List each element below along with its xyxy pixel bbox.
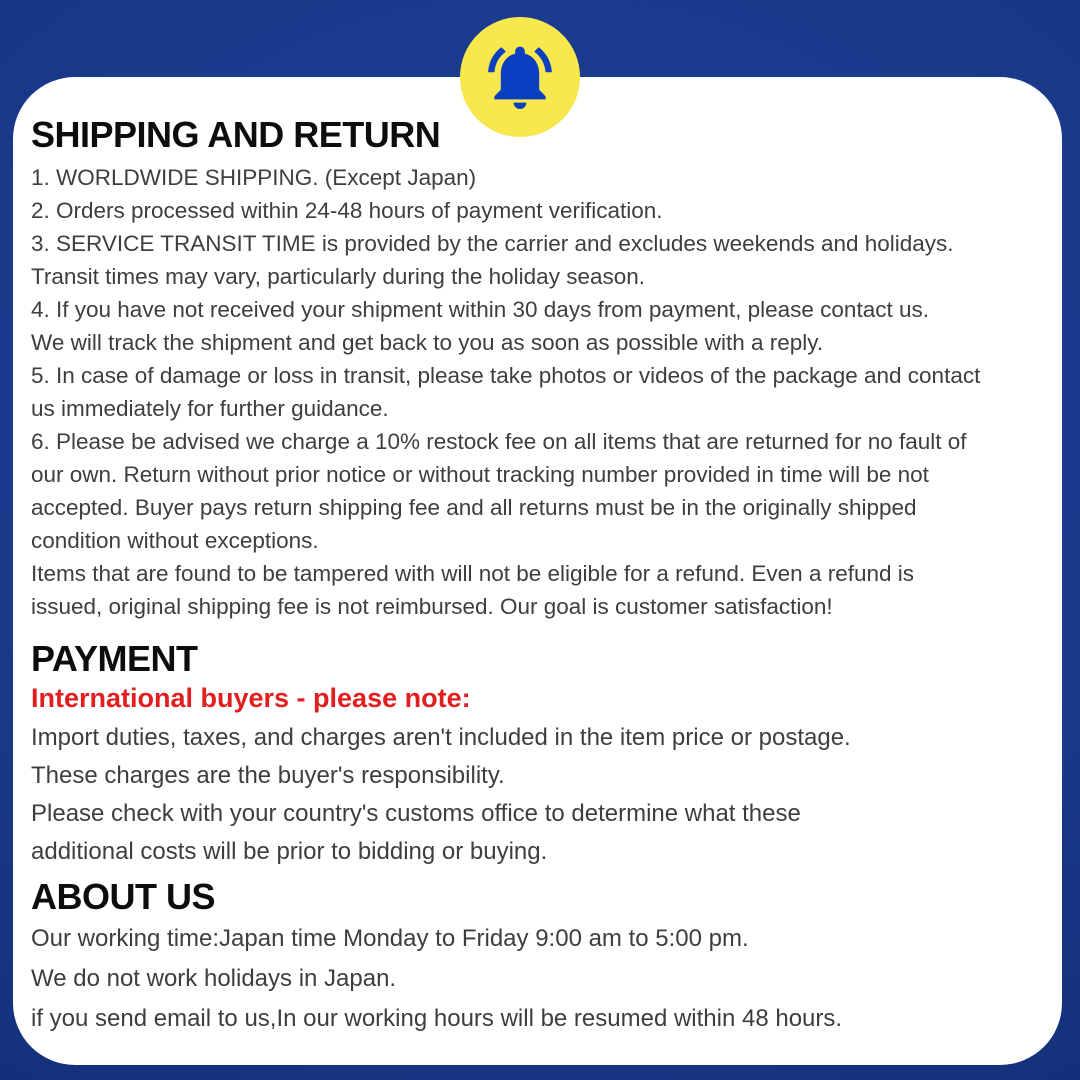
policy-card-content: [13, 77, 1062, 1065]
policy-line: condition without exceptions.: [31, 528, 319, 553]
section-about-us: [31, 877, 1050, 1039]
policy-line: accepted. Buyer pays return shipping fee and all returns must be in the originally shipped: [31, 495, 917, 520]
policy-line: us immediately for further guidance.: [31, 396, 389, 421]
payment-policy-text: [31, 719, 1050, 871]
policy-card: [13, 77, 1062, 1065]
international-buyers-note: International buyers - please note:: [31, 683, 471, 713]
policy-line: if you send email to us,In our working hours will be resumed within 48 hours.: [31, 1005, 843, 1032]
about-us-text: [31, 919, 1050, 1039]
policy-line: 5. In case of damage or loss in transit, please take photos or videos of the package and contact: [31, 363, 981, 388]
policy-line: We do not work holidays in Japan.: [31, 965, 397, 992]
about-section-title: ABOUT US: [31, 876, 215, 917]
policy-line: additional costs will be prior to bidding or buying.: [31, 838, 548, 865]
notification-badge: [460, 17, 580, 137]
policy-line: 3. SERVICE TRANSIT TIME is provided by the carrier and excludes weekends and holidays.: [31, 231, 954, 256]
policy-line: Transit times may vary, particularly during the holiday season.: [31, 264, 646, 289]
policy-line: We will track the shipment and get back to you as soon as possible with a reply.: [31, 330, 824, 355]
payment-section-title: PAYMENT: [31, 638, 198, 679]
policy-line: 1. WORLDWIDE SHIPPING. (Except Japan): [31, 165, 477, 190]
shipping-policy-text: [31, 161, 1050, 623]
policy-line: Items that are found to be tampered with will not be eligible for a refund. Even a refund is: [31, 561, 915, 586]
policy-line: issued, original shipping fee is not reimbursed. Our goal is customer satisfaction!: [31, 594, 833, 619]
policy-line: 2. Orders processed within 24-48 hours of payment verification.: [31, 198, 663, 223]
policy-line: Import duties, taxes, and charges aren't included in the item price or postage.: [31, 724, 851, 751]
policy-line: 4. If you have not received your shipment within 30 days from payment, please contact us.: [31, 297, 929, 322]
shipping-section-title: SHIPPING AND RETURN: [31, 114, 441, 155]
policy-line: Our working time:Japan time Monday to Friday 9:00 am to 5:00 pm.: [31, 925, 749, 952]
policy-line: 6. Please be advised we charge a 10% restock fee on all items that are returned for no fault of: [31, 429, 967, 454]
section-shipping-and-return: [31, 115, 1050, 623]
section-payment: [31, 639, 1050, 871]
policy-line: Please check with your country's customs office to determine what these: [31, 800, 801, 827]
policy-line: These charges are the buyer's responsibility.: [31, 762, 505, 789]
policy-line: our own. Return without prior notice or without tracking number provided in time will be not: [31, 462, 929, 487]
